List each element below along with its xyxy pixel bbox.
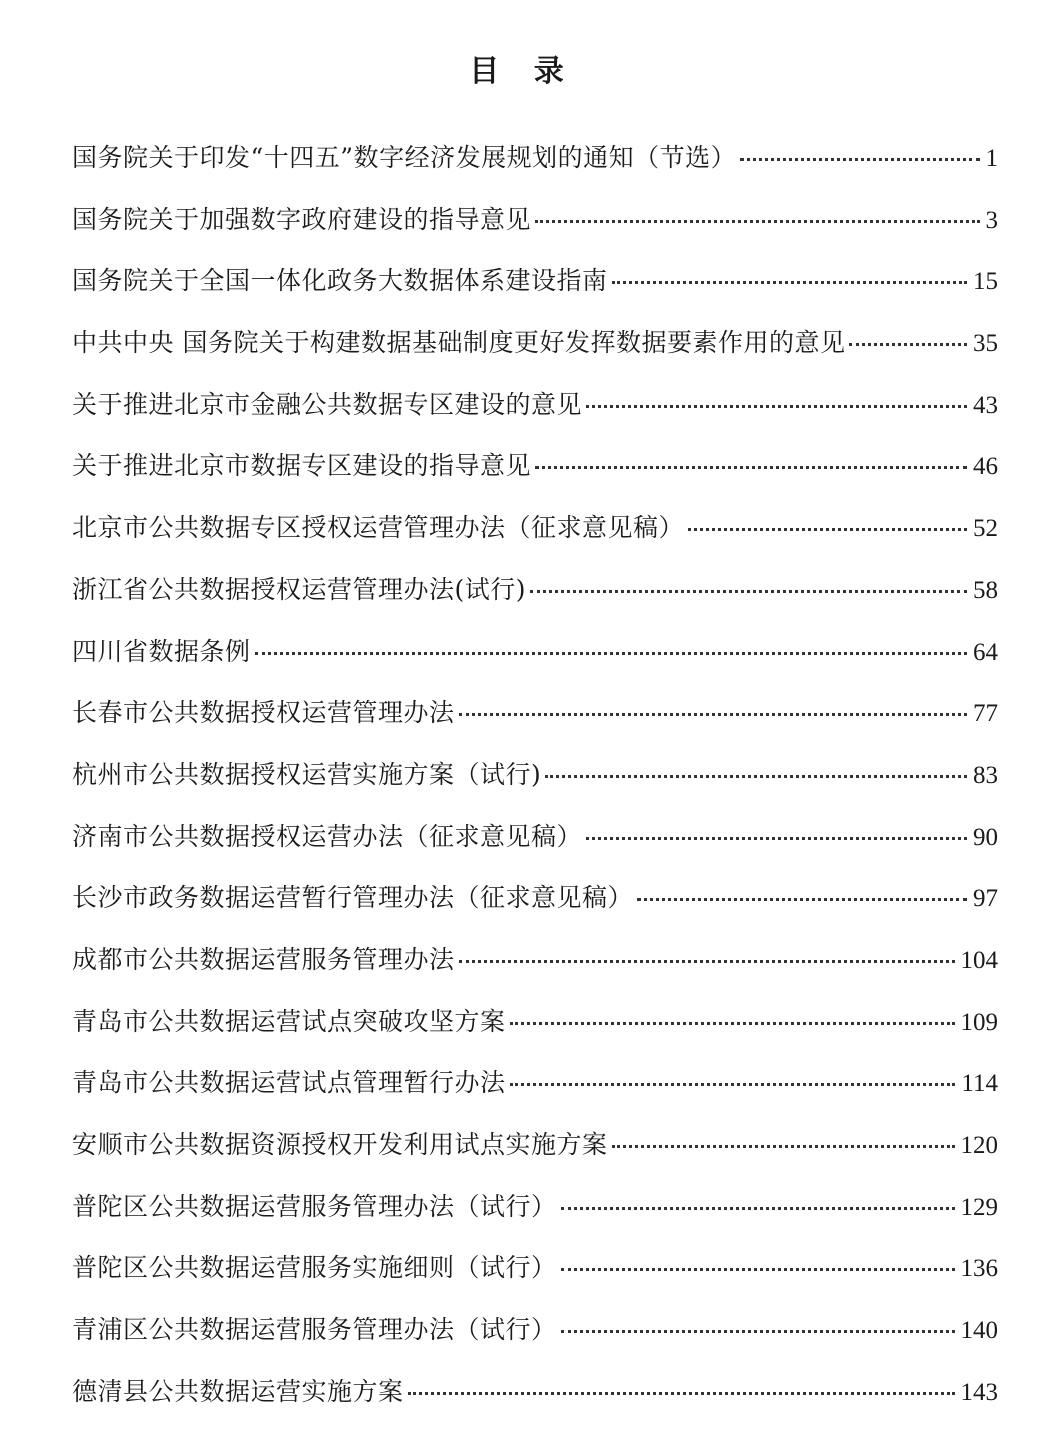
toc-entry-page: 64 <box>973 638 998 666</box>
dot-leader <box>459 713 967 716</box>
toc-entry-title: 国务院关于加强数字政府建设的指导意见 <box>72 204 532 234</box>
dot-leader <box>586 837 967 840</box>
toc-entry-title: 浙江省公共数据授权运营管理办法(试行) <box>72 574 527 604</box>
toc-entry-title: 杭州市公共数据授权运营实施方案（试行) <box>72 759 542 789</box>
toc-entry[interactable] <box>72 250 998 312</box>
toc-entry[interactable] <box>72 1114 998 1176</box>
toc-entry-title: 国务院关于全国一体化政务大数据体系建设指南 <box>72 266 608 296</box>
toc-entry-title: 国务院关于印发“十四五”数字经济发展规划的通知（节选） <box>72 143 737 172</box>
dot-leader <box>408 1392 955 1395</box>
toc-entry-title: 普陀区公共数据运营服务管理办法（试行） <box>72 1191 557 1221</box>
dot-leader <box>561 1330 955 1333</box>
toc-entry-title: 安顺市公共数据资源授权开发利用试点实施方案 <box>72 1130 608 1159</box>
toc-entry[interactable] <box>72 621 998 683</box>
toc-entry-title: 中共中央 国务院关于构建数据基础制度更好发挥数据要素作用的意见 <box>72 328 846 358</box>
toc-entry-page: 136 <box>960 1255 998 1283</box>
toc-entry[interactable] <box>72 744 998 806</box>
toc-entry-title: 济南市公共数据授权运营办法（征求意见稿） <box>72 821 583 851</box>
dot-leader <box>535 220 979 223</box>
toc-entry-page: 77 <box>973 700 998 728</box>
toc-entry-page: 43 <box>973 391 998 419</box>
dot-leader <box>637 898 967 901</box>
toc-entry-title: 青浦区公共数据运营服务管理办法（试行） <box>72 1315 557 1345</box>
dot-leader <box>612 1145 955 1148</box>
toc-entry[interactable] <box>72 1299 998 1361</box>
toc-entry[interactable] <box>72 1361 998 1423</box>
page-title: 目 录 <box>469 54 576 89</box>
toc-entry-page: 97 <box>973 885 998 913</box>
toc-entry[interactable] <box>72 806 998 868</box>
toc-entry[interactable] <box>72 682 998 744</box>
toc-entry[interactable] <box>72 435 998 497</box>
dot-leader <box>688 528 967 531</box>
dot-leader <box>510 1083 956 1086</box>
dot-leader <box>530 590 967 593</box>
toc-entry[interactable] <box>72 867 998 929</box>
toc-entry-title: 长沙市政务数据运营暂行管理办法（征求意见稿） <box>72 883 634 913</box>
toc-entry[interactable] <box>72 991 998 1053</box>
toc-entry-page: 15 <box>973 268 998 296</box>
toc-entry[interactable] <box>72 374 998 436</box>
toc-entry-page: 140 <box>960 1317 998 1345</box>
toc-entry-title: 成都市公共数据运营服务管理办法 <box>72 944 455 974</box>
toc-entry-page: 109 <box>960 1008 998 1036</box>
toc-entry[interactable] <box>72 929 998 991</box>
dot-leader <box>510 1022 955 1025</box>
toc-entry-page: 114 <box>961 1070 998 1098</box>
toc-entry-page: 143 <box>960 1378 998 1406</box>
table-of-contents <box>72 127 998 1422</box>
toc-entry-page: 129 <box>960 1193 998 1221</box>
toc-entry[interactable] <box>72 559 998 621</box>
toc-entry-title: 关于推进北京市金融公共数据专区建设的意见 <box>72 389 583 419</box>
dot-leader <box>740 158 979 161</box>
toc-entry-page: 120 <box>960 1132 998 1159</box>
toc-entry-title: 关于推进北京市数据专区建设的指导意见 <box>72 451 532 481</box>
toc-entry-page: 3 <box>985 206 998 234</box>
toc-entry-page: 83 <box>973 761 998 789</box>
dot-leader <box>459 960 955 963</box>
toc-entry-title: 德清县公共数据运营实施方案 <box>72 1376 404 1406</box>
toc-entry-page: 52 <box>973 515 998 543</box>
toc-entry-page: 58 <box>973 576 998 604</box>
toc-entry-page: 104 <box>960 946 998 974</box>
dot-leader <box>561 1207 955 1210</box>
dot-leader <box>849 343 967 346</box>
dot-leader <box>612 281 967 284</box>
toc-entry-title: 北京市公共数据专区授权运营管理办法（征求意见稿） <box>72 513 685 543</box>
toc-entry-page: 46 <box>973 453 998 481</box>
toc-entry-page: 90 <box>973 823 998 851</box>
dot-leader <box>586 405 967 408</box>
toc-entry[interactable] <box>72 1052 998 1114</box>
toc-entry[interactable] <box>72 1237 998 1299</box>
toc-entry[interactable] <box>72 497 998 559</box>
toc-entry-title: 青岛市公共数据运营试点管理暂行办法 <box>72 1068 506 1098</box>
dot-leader <box>255 652 967 655</box>
toc-entry-title: 普陀区公共数据运营服务实施细则（试行） <box>72 1253 557 1283</box>
toc-entry-title: 四川省数据条例 <box>72 636 251 666</box>
toc-entry-page: 1 <box>985 145 998 172</box>
toc-entry-title: 长春市公共数据授权运营管理办法 <box>72 698 455 728</box>
toc-entry[interactable] <box>72 189 998 251</box>
toc-entry[interactable] <box>72 312 998 374</box>
dot-leader <box>545 775 967 778</box>
toc-entry[interactable] <box>72 1176 998 1238</box>
dot-leader <box>561 1268 955 1271</box>
toc-entry[interactable] <box>72 127 998 189</box>
dot-leader <box>535 466 967 469</box>
toc-entry-title: 青岛市公共数据运营试点突破攻坚方案 <box>72 1006 506 1036</box>
toc-entry-page: 35 <box>973 330 998 358</box>
